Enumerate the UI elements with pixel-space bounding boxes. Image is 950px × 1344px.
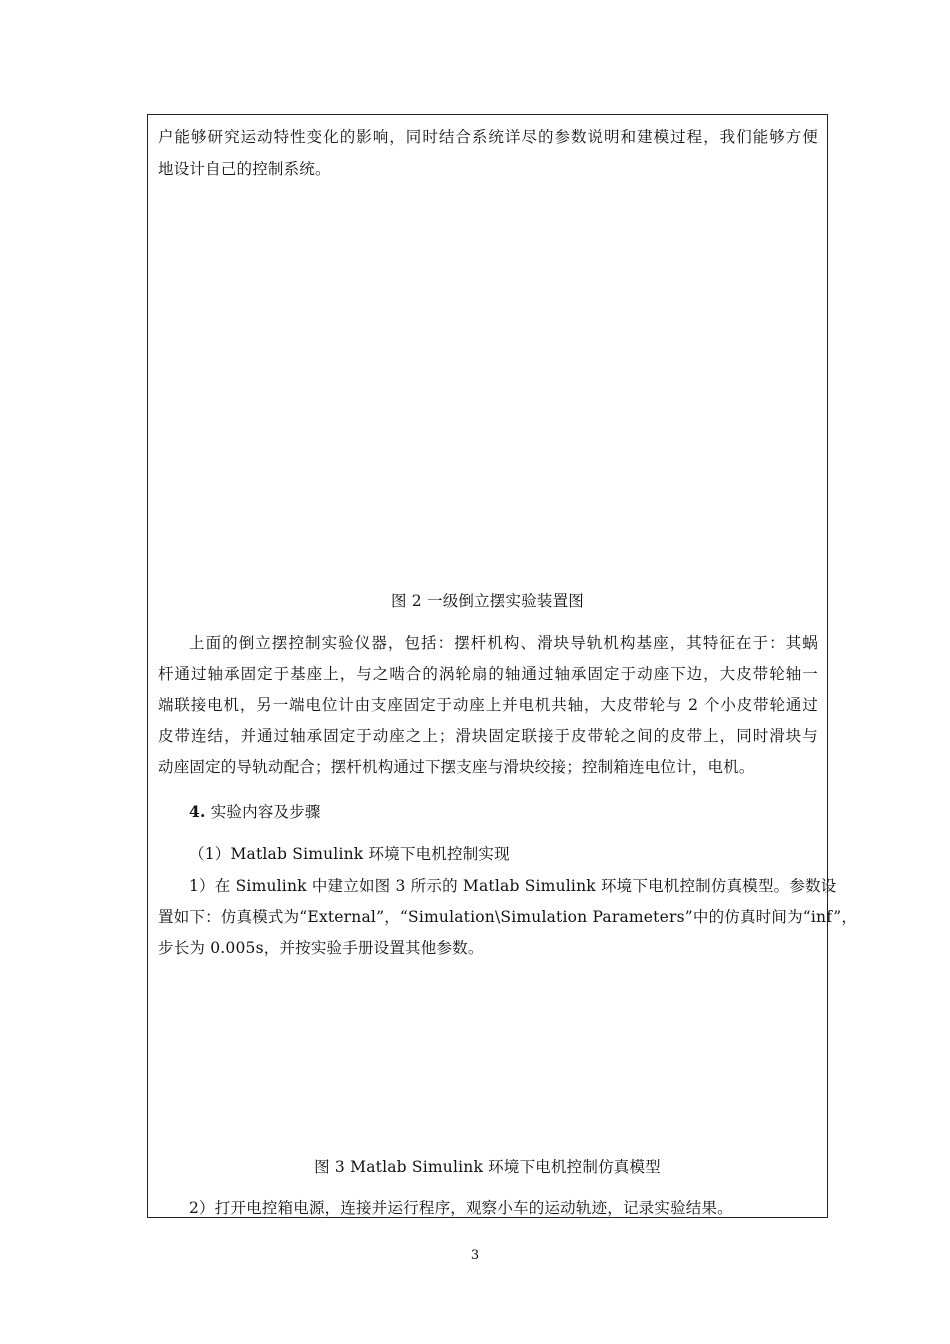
paragraph-line: 皮带连结，并通过轴承固定于动座之上；滑块固定联接于皮带轮之间的皮带上，同时滑块与 — [158, 727, 818, 745]
step-line: 1）在 Simulink 中建立如图 3 所示的 Matlab Simulink 环境下电机控制仿真模型。参数设 — [189, 877, 837, 895]
paragraph-line: 动座固定的导轨动配合；摆杆机构通过下摆支座与滑块绞接；控制箱连电位计，电机。 — [158, 758, 755, 776]
step-line: 步长为 0.005s，并按实验手册设置其他参数。 — [158, 939, 484, 957]
text-line: 地设计自己的控制系统。 — [158, 160, 331, 178]
step-line: 2）打开电控箱电源，连接并运行程序，观察小车的运动轨迹，记录实验结果。 — [189, 1199, 733, 1217]
content-frame — [147, 114, 858, 1218]
text-line: 户能够研究运动特性变化的影响，同时结合系统详尽的参数说明和建模过程，我们能够方便 — [158, 128, 818, 146]
section-number: 4. — [189, 802, 206, 821]
page-number: 3 — [470, 1248, 480, 1263]
subsection-heading: （1）Matlab Simulink 环境下电机控制实现 — [189, 845, 510, 863]
section-title: 实验内容及步骤 — [210, 803, 321, 821]
figure-2-area — [158, 191, 818, 581]
paragraph-line: 杆通过轴承固定于基座上，与之啮合的涡轮扇的轴通过轴承固定于动座下边，大皮带轮轴一 — [158, 665, 818, 683]
figure-3-caption: 图 3 Matlab Simulink 环境下电机控制仿真模型 — [314, 1158, 661, 1176]
step-line: 置如下：仿真模式为“External”，“Simulation\Simulation Parameters”中的仿真时间为“inf”， — [158, 908, 858, 926]
paragraph-line: 端联接电机，另一端电位计由支座固定于动座上并电机共轴，大皮带轮与 2 个小皮带轮通过 — [158, 696, 818, 714]
figure-2-caption: 图 2 一级倒立摆实验装置图 — [390, 592, 585, 610]
section-heading — [158, 802, 818, 822]
paragraph-line: 上面的倒立摆控制实验仪器，包括：摆杆机构、滑块导轨机构基座，其特征在于：其蜗 — [189, 634, 818, 652]
figure-3-area — [158, 970, 818, 1140]
